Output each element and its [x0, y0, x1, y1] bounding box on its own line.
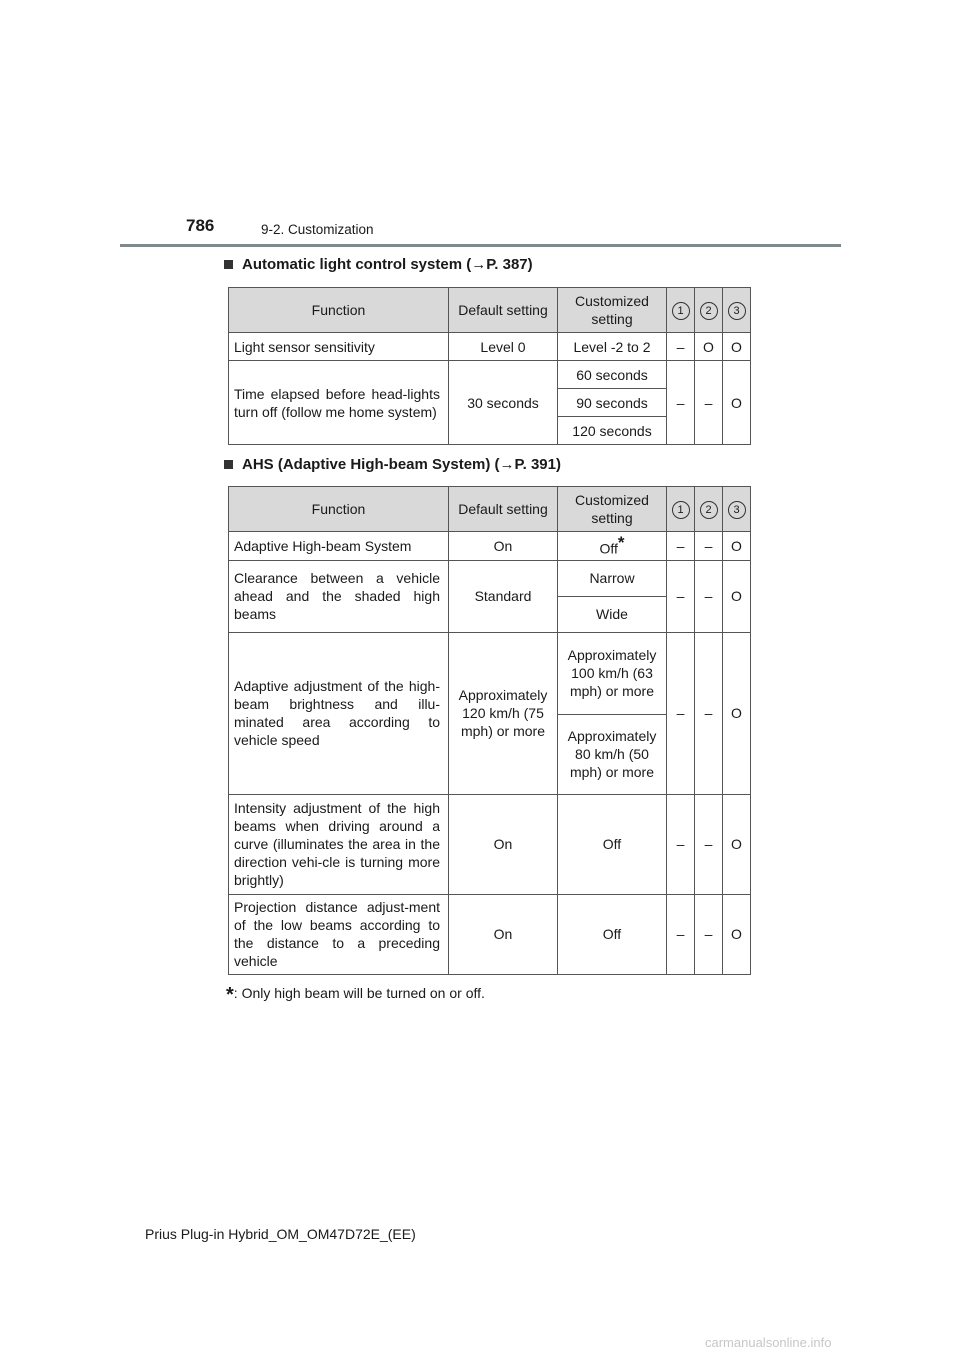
footnote-asterisk: *: [226, 984, 234, 1006]
footnote-text: : Only high beam will be turned on or off.: [233, 985, 485, 1001]
table-row: Adaptive adjustment of the high-beam brightness and illu-minated area according to vehicle speed Approximately 120 km/h (75 mph) or more Approximately 100 km/h (63 mph) or more – – O: [229, 632, 751, 714]
table-row: Light sensor sensitivity Level 0 Level -2 to 2 – O O: [229, 333, 751, 361]
circle-3-icon: 3: [728, 501, 746, 519]
header-function: Function: [229, 487, 449, 532]
automatic-light-table: Function Default setting Customized setting 1 2 3 Light sensor sensitivity Level 0 Level -2 to 2 – O O Time elapsed before head-lights turn off (follow me home system) 30 seconds 60 seconds – – O 90 seconds 120 seconds: [228, 287, 751, 445]
circle-2-icon: 2: [700, 501, 718, 519]
header-divider: [120, 244, 841, 247]
circle-1-icon: 1: [672, 501, 690, 519]
section-title-automatic-light: Automatic light control system (→P. 387): [224, 256, 533, 273]
footer-doc-id: Prius Plug-in Hybrid_OM_OM47D72E_(EE): [145, 1226, 416, 1242]
header-function: Function: [229, 288, 449, 333]
page-number: 786: [186, 216, 215, 235]
circle-1-icon: 1: [672, 302, 690, 320]
footnote: [226, 984, 485, 1007]
header-custom: Customized setting: [558, 288, 667, 333]
table-row: Clearance between a vehicle ahead and the shaded high beams Standard Narrow – – O: [229, 560, 751, 596]
circle-2-icon: 2: [700, 302, 718, 320]
asterisk-mark: *: [617, 533, 625, 552]
section-title-ahs: AHS (Adaptive High-beam System) (→P. 391): [224, 456, 561, 473]
header-default: Default setting: [449, 487, 558, 532]
table-row: Adaptive High-beam System On Off* – – O: [229, 532, 751, 561]
chapter-title: 9-2. Customization: [261, 222, 374, 237]
table-header-row: [229, 487, 751, 532]
watermark: carmanualsonline.info: [705, 1335, 832, 1350]
header-default: Default setting: [449, 288, 558, 333]
bullet-square-icon: [224, 260, 233, 269]
header-custom: Customized setting: [558, 487, 667, 532]
table-header-row: [229, 288, 751, 333]
arrow-icon: →: [499, 456, 515, 473]
table-row: Intensity adjustment of the high beams when driving around a curve (illuminates the area in the direction vehi-cle is turning more brightly) On Off – – O: [229, 794, 751, 894]
table-row: Projection distance adjust-ment of the low beams according to the distance to a preceding vehicle On Off – – O: [229, 894, 751, 974]
ahs-table: Function Default setting Customized setting 1 2 3 Adaptive High-beam System On Off* – – O Clearance between a vehicle ahead and the shaded high beams Standard Narrow – – O Wide Adaptive adjustment of the high-beam brightness and illu-minated area according to vehicle speed Approximately 120 km/h (75 mph) or more Approximately 100 km/h (63 mph) or more – – O Approximately 80 km/h (50 mph) or more Intensity adjustment of the high beams when driving around a curve (illuminates the area in the direction vehi-cle is turning more brightly) On Off – – O Projection distance adjust-ment of the low beams according to the distance to a preceding vehicle On Off – – O: [228, 486, 751, 975]
table-row: Time elapsed before head-lights turn off (follow me home system) 30 seconds 60 seconds – – O: [229, 361, 751, 389]
circle-3-icon: 3: [728, 302, 746, 320]
arrow-icon: →: [471, 256, 487, 273]
bullet-square-icon: [224, 460, 233, 469]
